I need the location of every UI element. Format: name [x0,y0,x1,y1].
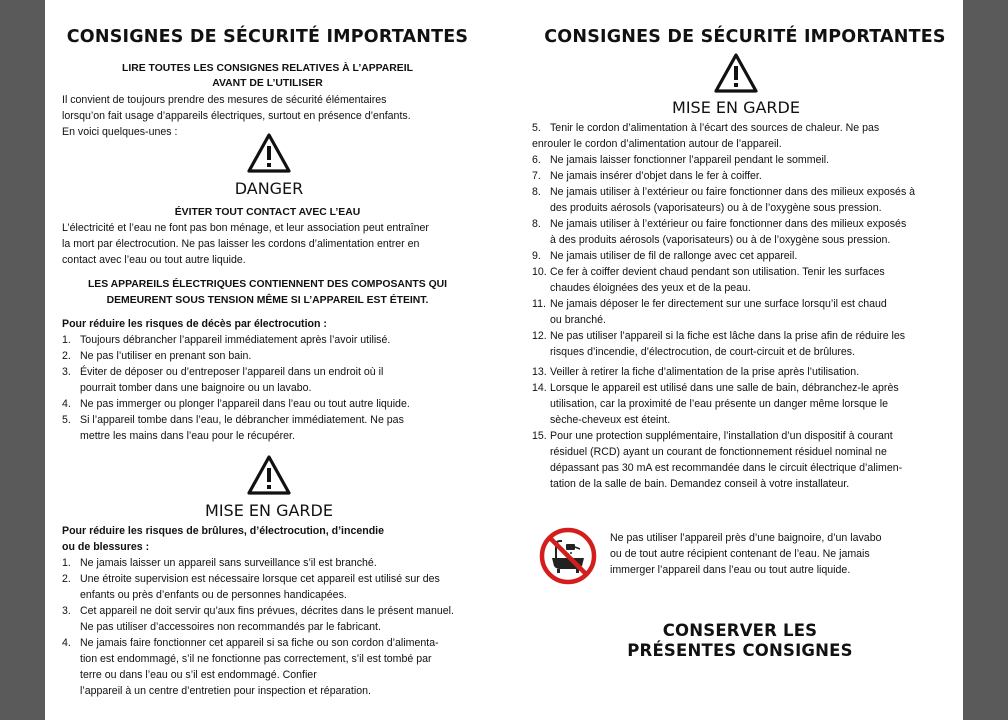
item-text: sèche-cheveux est éteint. [550,414,671,426]
item-text: enrouler le cordon d’alimentation autour de l’appareil. [532,138,782,150]
item-text: Ne jamais utiliser à l’extérieur ou faire fonctionner dans des milieux exposés [550,218,907,230]
item-text: Tenir le cordon d’alimentation à l’écart des sources de chaleur. Ne pas [550,122,880,134]
item-text: chaudes éloignées des yeux et de la peau. [550,282,751,294]
manual-page [45,0,963,720]
item-text: tion est endommagé, s’il ne fonctionne pas correctement, s’il est tombé par [80,653,432,665]
item-text: tation de la salle de bain. Demandez conseil à votre installateur. [550,478,850,490]
item-number: 9. [532,250,541,262]
danger-line: la mort par électrocution. Ne pas laisser les cordons d’alimentation entrer en [62,238,420,250]
item-text: Ne jamais insérer d’objet dans le fer à coiffer. [550,170,762,182]
item-text: Ne jamais faire fonctionner cet appareil si sa fiche ou son cordon d’alimenta- [80,637,439,649]
item-number: 5. [62,414,71,426]
item-number: 5. [532,122,541,134]
item-text: à des produits aérosols (vaporisateurs) ou à de l’oxygène sous pression. [550,234,891,246]
item-text: Une étroite supervision est nécessaire lorsque cet appareil est utilisé sur des [80,573,440,585]
item-text: Ne jamais laisser fonctionner l’appareil pendant le sommeil. [550,154,830,166]
item-text: Ne pas immerger ou plonger l’appareil dans l’eau ou tout autre liquide. [80,398,410,410]
danger-line: L’électricité et l’eau ne font pas bon ménage, et leur association peut entraîner [62,222,429,234]
intro-heading-1: LIRE TOUTES LES CONSIGNES RELATIVES À L’APPAREIL [122,63,413,74]
warning-triangle-icon [246,132,292,174]
item-text: utilisation, car la proximité de l’eau présente un danger même lorsque le [550,398,889,410]
intro-line: lorsqu’on fait usage d’appareils électriques, surtout en présence d’enfants. [62,110,411,122]
danger-heading: ÉVITER TOUT CONTACT AVEC L’EAU [174,207,361,218]
footer-line-2: PRÉSENTES CONSIGNES [627,641,853,660]
item-number: 6. [532,154,541,166]
item-number: 15. [532,430,547,442]
item-text: enfants ou près d’enfants ou de personnes handicapées. [80,589,347,601]
item-text: Ne jamais déposer le fer directement sur une surface lorsqu’il est chaud [550,298,887,310]
burn-heading-1: Pour réduire les risques de brûlures, d’électrocution, d’incendie [62,525,385,537]
bath-warning-line: immerger l’appareil dans l’eau ou tout autre liquide. [610,564,851,576]
item-text: Lorsque le appareil est utilisé dans une salle de bain, débranchez-le après [550,382,899,394]
item-number: 1. [62,334,71,346]
item-text: dépassant pas 30 mA est recommandée dans le circuit électrique d’alimen- [550,462,903,474]
right-title: CONSIGNES DE SÉCURITÉ IMPORTANTES [544,27,946,47]
item-text: Ne pas l’utiliser en prenant son bain. [80,350,252,362]
item-text: Veiller à retirer la fiche d’alimentation de la prise après l’utilisation. [550,366,860,378]
item-text: Ce fer à coiffer devient chaud pendant son utilisation. Tenir les surfaces [550,266,885,278]
item-text: terre ou dans l’eau ou s’il est endommagé. Confier [80,669,317,681]
warning-triangle-icon [713,52,759,94]
intro-heading-2: AVANT DE L’UTILISER [212,78,323,89]
item-text: Ne pas utiliser l’appareil si la fiche est lâche dans la prise afin de réduire les [550,330,906,342]
item-text: Ne pas utiliser d’accessoires non recommandés par le fabricant. [80,621,381,633]
warn-heading-2: DEMEURENT SOUS TENSION MÊME SI L’APPAREIL EST ÉTEINT. [106,295,429,306]
item-number: 11. [532,298,546,310]
item-text: résiduel (RCD) ayant un courant de fonctionnement résiduel nominal ne [550,446,887,458]
item-text: Ne jamais utiliser de fil de rallonge avec cet appareil. [550,250,798,262]
danger-word: DANGER [234,179,304,198]
item-number: 2. [62,573,71,585]
bath-warning-line: ou de tout autre récipient contenant de l’eau. Ne jamais [610,548,870,560]
item-text: Toujours débrancher l’appareil immédiatement après l’avoir utilisé. [80,334,391,346]
item-text: Éviter de déposer ou d’entreposer l’appareil dans un endroit où il [80,366,384,378]
danger-line: contact avec l’eau ou tout autre liquide. [62,254,246,266]
item-number: 13. [532,366,547,378]
item-text: ou branché. [550,314,606,326]
item-number: 3. [62,366,71,378]
bath-warning-line: Ne pas utiliser l’appareil près d’une baignoire, d’un lavabo [610,532,882,544]
item-text: Pour une protection supplémentaire, l’installation d’un dispositif à courant [550,430,893,442]
caution-word: MISE EN GARDE [672,98,800,117]
item-number: 1. [62,557,71,569]
item-number: 7. [532,170,541,182]
warn-heading-1: LES APPAREILS ÉLECTRIQUES CONTIENNENT DES COMPOSANTS QUI [87,279,448,290]
item-text: pourrait tomber dans une baignoire ou un lavabo. [80,382,312,394]
item-number: 4. [62,398,71,410]
item-number: 10. [532,266,547,278]
item-number: 8. [532,218,541,230]
item-text: Si l’appareil tombe dans l’eau, le débrancher immédiatement. Ne pas [80,414,404,426]
item-text: l’appareil à un centre d’entretien pour inspection et réparation. [80,685,371,697]
item-text: des produits aérosols (vaporisateurs) ou à de l’oxygène sous pression. [550,202,882,214]
footer-line-1: CONSERVER LES [662,621,818,640]
item-text: Ne jamais laisser un appareil sans surveillance s’il est branché. [80,557,377,569]
item-number: 4. [62,637,71,649]
item-text: risques d’incendie, d’électrocution, de court-circuit et de brûlures. [550,346,856,358]
item-number: 2. [62,350,71,362]
item-number: 12. [532,330,547,342]
item-text: Ne jamais utiliser à l’extérieur ou faire fonctionner dans des milieux exposés à [550,186,916,198]
caution-word: MISE EN GARDE [205,501,333,520]
warning-triangle-icon [246,454,292,496]
item-text: mettre les mains dans l’eau pour le récupérer. [80,430,295,442]
left-title: CONSIGNES DE SÉCURITÉ IMPORTANTES [66,27,469,47]
item-number: 8. [532,186,541,198]
item-number: 3. [62,605,71,617]
intro-line: En voici quelques-unes : [62,126,178,138]
no-bathtub-icon [539,527,597,585]
elec-heading: Pour réduire les risques de décès par électrocution : [62,318,327,330]
item-number: 14. [532,382,547,394]
intro-line: Il convient de toujours prendre des mesures de sécurité élémentaires [62,94,387,106]
right-item-5-continued [532,137,782,153]
burn-heading-2: ou de blessures : [62,541,150,553]
item-text: Cet appareil ne doit servir qu’aux fins prévues, décrites dans le présent manuel. [80,605,454,617]
